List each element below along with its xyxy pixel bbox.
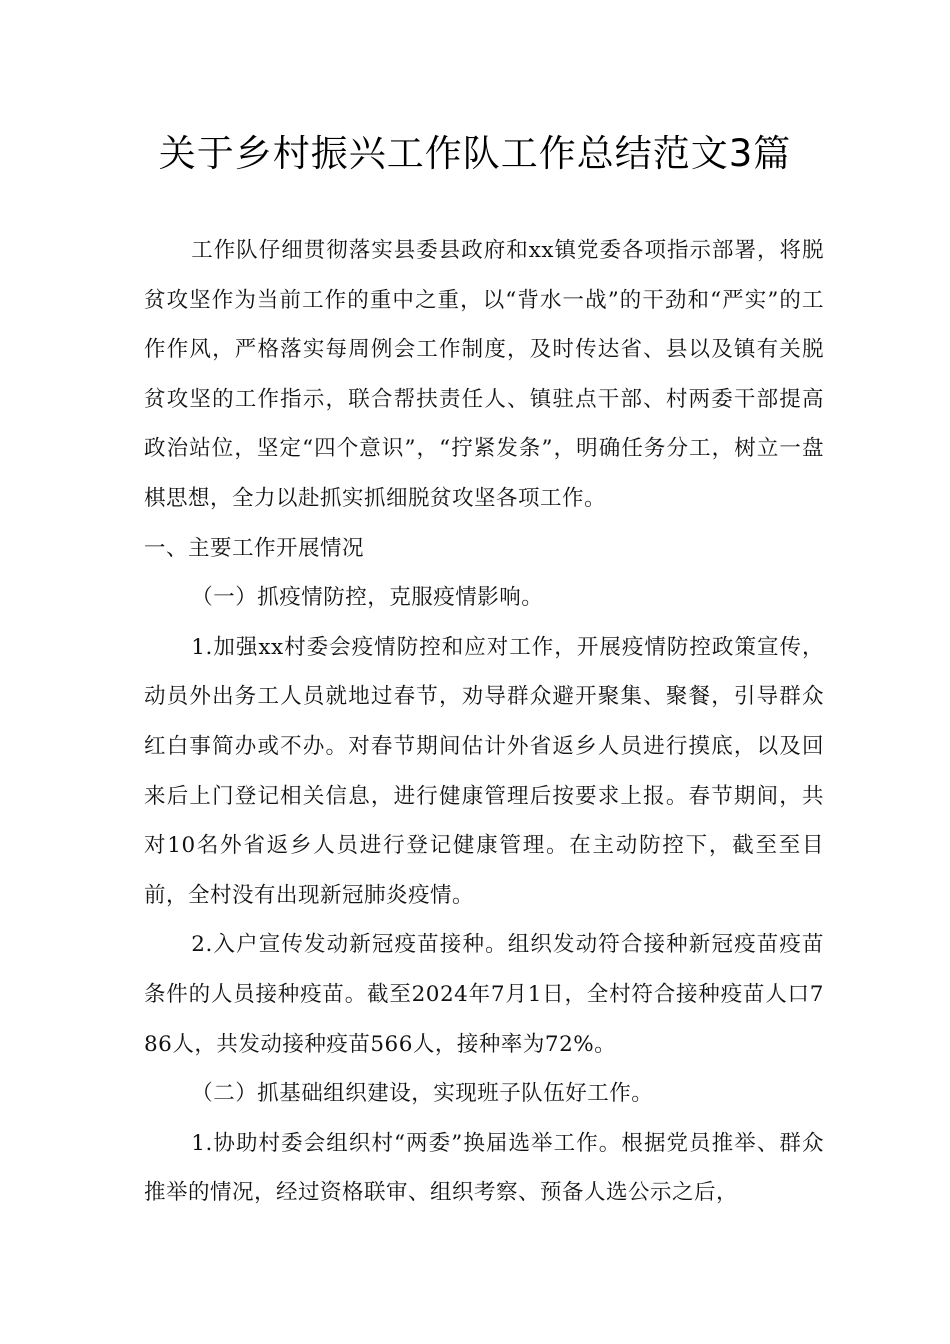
subsection-heading: （二）抓基础组织建设，实现班子队伍好工作。	[191, 1081, 654, 1107]
body-paragraph: 1.协助村委会组织村“两委”换届选举工作。根据党员推举、群众推举的情况，经过资格联审、组织考察、预备人选公示之后，	[144, 1130, 824, 1206]
body-paragraph: 2.入户宣传发动新冠疫苗接种。组织发动符合接种新冠疫苗疫苗条件的人员接种疫苗。截至2024年7月1日，全村符合接种疫苗人口786人，共发动接种疫苗566人，接种率为72%。	[144, 932, 824, 1057]
subsection-heading: （一）抓疫情防控，克服疫情影响。	[191, 585, 544, 611]
section-heading: 一、主要工作开展情况	[144, 535, 365, 561]
body-paragraph: 1.加强xx村委会疫情防控和应对工作，开展疫情防控政策宣传，动员外出务工人员就地过春节，劝导群众避开聚集、聚餐，引导群众红白事简办或不办。对春节期间估计外省返乡人员进行摸底，以及回来后上门登记相关信息，进行健康管理后按要求上报。春节期间，共对10名外省返乡人员进行登记健康管理。在主动防控下，截至至目前，全村没有出现新冠肺炎疫情。	[144, 634, 824, 908]
intro-paragraph: 工作队仔细贯彻落实县委县政府和xx镇党委各项指示部署，将脱贫攻坚作为当前工作的重中之重，以“背水一战”的干劲和“严实”的工作作风，严格落实每周例会工作制度，及时传达省、县以及镇有关脱贫攻坚的工作指示，联合帮扶责任人、镇驻点干部、村两委干部提高政治站位，坚定“四个意识”，“拧紧发条”，明确任务分工，树立一盘棋思想，全力以赴抓实抓细脱贫攻坚各项工作。	[144, 238, 824, 511]
document-body	[144, 226, 824, 1218]
document-title: 关于乡村振兴工作队工作总结范文3篇	[158, 132, 792, 175]
